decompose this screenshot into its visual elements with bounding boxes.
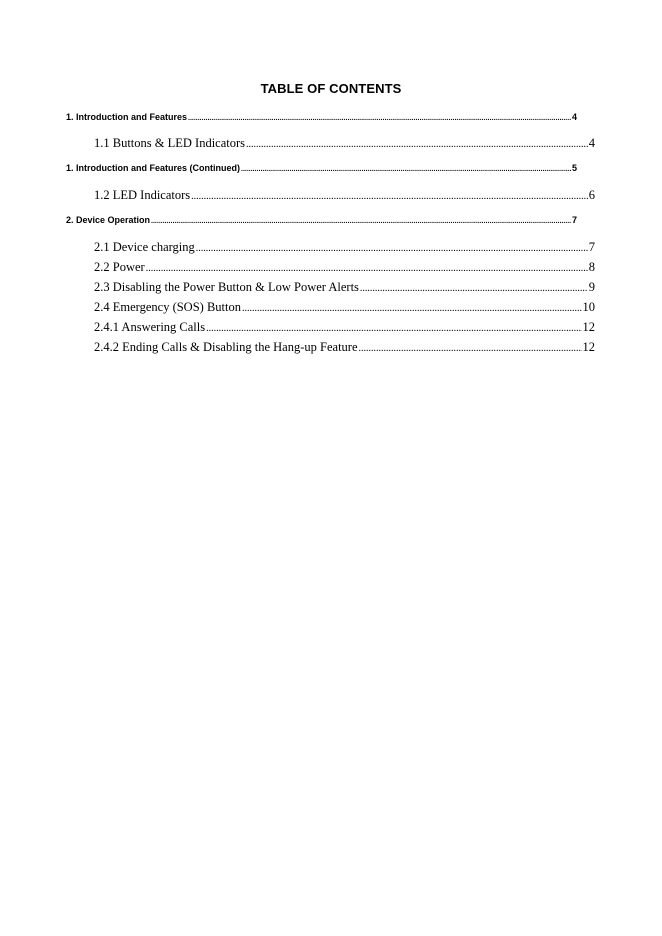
toc-entry-1-continued <box>66 162 577 176</box>
dot-leader <box>196 239 588 257</box>
toc-entry-label: 1. Introduction and Features (Continued) <box>66 163 240 173</box>
toc-entry-2-4-2 <box>94 339 595 357</box>
toc-entry-page: 4 <box>588 136 595 150</box>
dot-leader <box>246 135 588 153</box>
toc-entry-2-4 <box>94 299 595 317</box>
toc-entry-page: 7 <box>571 215 577 225</box>
toc-entry-2-3 <box>94 279 595 297</box>
dot-leader <box>146 259 588 277</box>
toc-entry-label: 1.2 LED Indicators <box>94 188 191 202</box>
toc-entry-1-1 <box>94 135 595 153</box>
dot-leader <box>191 187 588 205</box>
toc-entry-label: 1.1 Buttons & LED Indicators <box>94 136 246 150</box>
toc-entry-label: 2.3 Disabling the Power Button & Low Power Alerts <box>94 280 359 294</box>
dot-leader <box>151 214 571 228</box>
toc-entry-label: 1. Introduction and Features <box>66 112 188 122</box>
dot-leader <box>188 111 571 125</box>
toc-entry-label: 2.2 Power <box>94 260 145 274</box>
toc-entry-page: 9 <box>588 280 595 294</box>
toc-entry-label: 2.4.2 Ending Calls & Disabling the Hang-up Feature <box>94 340 358 354</box>
dot-leader <box>206 319 581 337</box>
toc-entry-label: 2.4 Emergency (SOS) Button <box>94 300 241 314</box>
page-title: TABLE OF CONTENTS <box>260 81 402 96</box>
toc-entry-page: 8 <box>588 260 595 274</box>
toc-entry-page: 10 <box>582 300 595 314</box>
toc-entry-page: 12 <box>582 320 595 334</box>
toc-entry-2-2 <box>94 259 595 277</box>
toc-entry-page: 4 <box>571 112 577 122</box>
toc-entry-2-4-1 <box>94 319 595 337</box>
toc-entry-1-2 <box>94 187 595 205</box>
dot-leader <box>241 162 571 176</box>
toc-entry-page: 7 <box>588 240 595 254</box>
toc-entry-page: 6 <box>588 188 595 202</box>
toc-entry-label: 2.1 Device charging <box>94 240 195 254</box>
dot-leader <box>242 299 582 317</box>
toc-entry-2 <box>66 214 577 228</box>
toc-entry-label: 2. Device Operation <box>66 215 151 225</box>
toc-entry-1 <box>66 111 577 125</box>
toc-entry-label: 2.4.1 Answering Calls <box>94 320 206 334</box>
toc-entry-page: 12 <box>582 340 595 354</box>
dot-leader <box>359 339 582 357</box>
toc-entry-2-1 <box>94 239 595 257</box>
dot-leader <box>360 279 588 297</box>
toc-entry-page: 5 <box>571 163 577 173</box>
